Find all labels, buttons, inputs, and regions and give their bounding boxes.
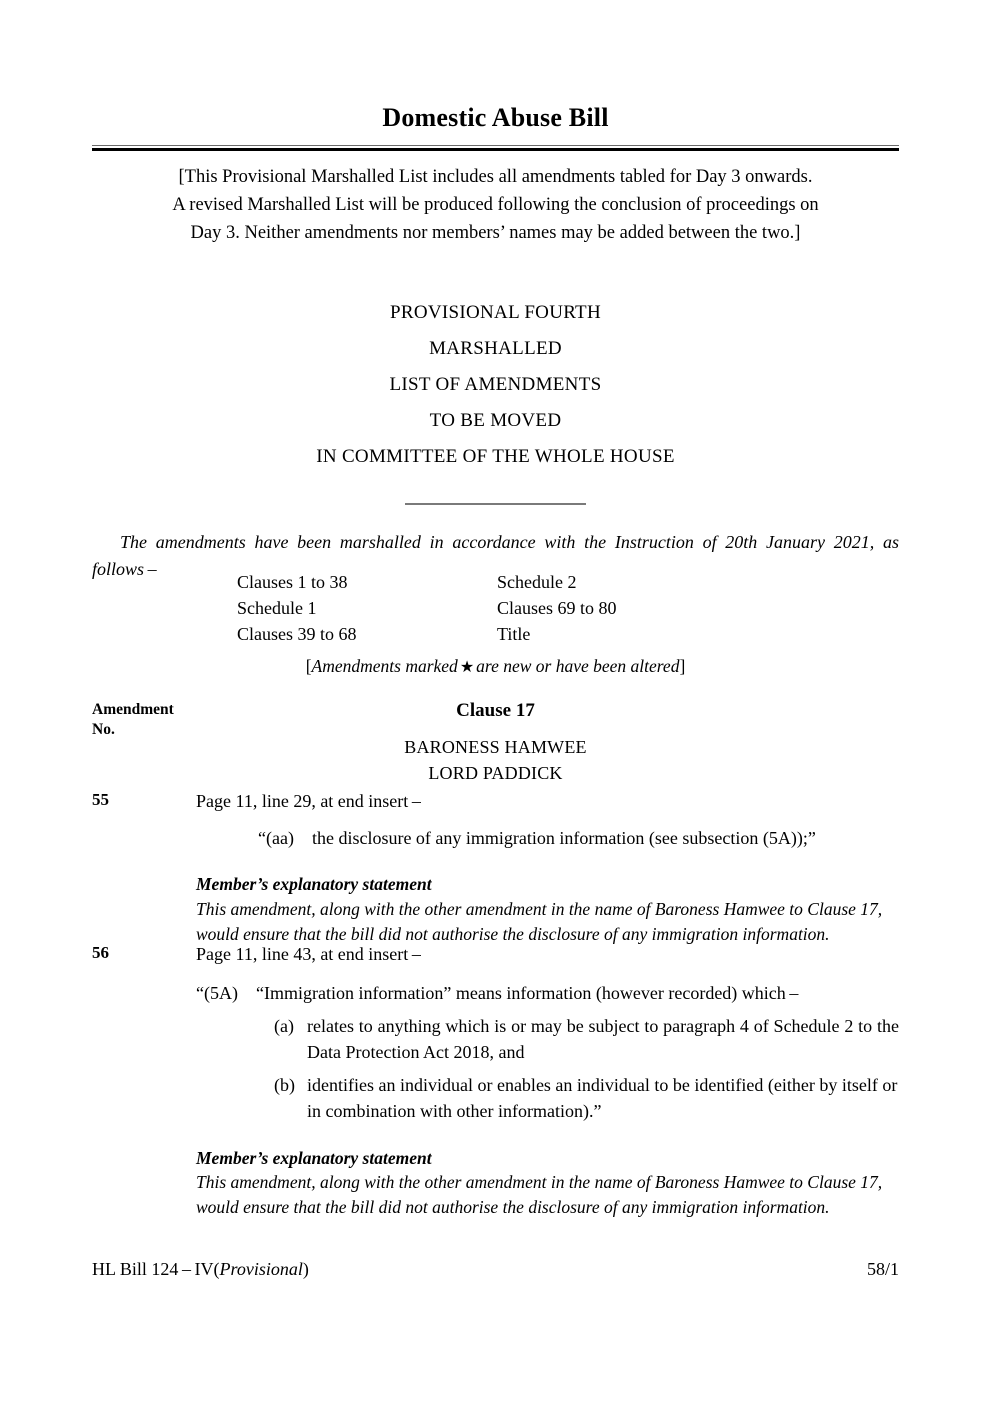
page-footer (92, 1258, 899, 1281)
heading-line-provisional-fourth: PROVISIONAL FOURTH (390, 302, 601, 323)
member-names-block (92, 735, 899, 786)
clause-schedule-list (237, 570, 757, 648)
explanatory-statement-body: This amendment, along with the other amendment in the name of Baroness Hamwee to Clause 17, would ensure that the bill did not authorise the disclosure of any immigration information. (196, 1172, 883, 1218)
sub-paragraph-marker: (b) (274, 1075, 295, 1096)
bill-reference-provisional: Provisional (219, 1259, 303, 1279)
bill-reference-prefix: HL Bill 124 – IV( (92, 1259, 220, 1279)
sub-paragraph-text: relates to anything which is or may be subject to paragraph 4 of Schedule 2 to the Data Protection Act 2018, and (307, 1016, 899, 1063)
explanatory-statement-heading: Member’s explanatory statement (196, 1147, 432, 1168)
document-heading-stack (92, 303, 899, 466)
star-note-close-bracket: ] (679, 656, 686, 676)
clause-list-cell: Clauses 39 to 68 (237, 623, 357, 644)
clause-list-cell: Schedule 2 (497, 572, 577, 592)
amendment-sub-paragraph-a (196, 1013, 899, 1065)
star-legend-note (92, 655, 899, 679)
amendment-number: 56 (92, 943, 109, 962)
star-icon: ★ (459, 659, 475, 676)
provisional-note-line-2: A revised Marshalled List will be produced following the conclusion of proceedings on (172, 195, 819, 216)
section-divider-rule (405, 503, 586, 505)
star-note-open-bracket: [ (305, 656, 312, 676)
amendment-lead-text: Page 11, line 43, at end insert – (196, 944, 421, 964)
page-title: Domestic Abuse Bill (382, 103, 609, 132)
amendment-body (196, 788, 899, 947)
clause-heading: Clause 17 (456, 700, 535, 721)
explanatory-statement (196, 873, 899, 946)
provisional-note (92, 163, 899, 247)
amendment-quoted-text: “(aa) the disclosure of any immigration information (see subsection (5A));” (258, 828, 816, 849)
heading-line-in-committee: IN COMMITTEE OF THE WHOLE HOUSE (316, 446, 675, 467)
title-rule-thick (92, 148, 899, 151)
heading-line-list-of-amendments: LIST OF AMENDMENTS (389, 374, 602, 395)
instruction-paragraph: The amendments have been marshalled in accordance with the Instruction of 20th January 2021, as follows – (92, 532, 899, 580)
title-double-rule (92, 145, 899, 151)
amendment-body (196, 941, 899, 1220)
clause-list-row (237, 596, 757, 622)
amendment-lead-text: Page 11, line 29, at end insert – (196, 791, 421, 811)
heading-line-to-be-moved: TO BE MOVED (429, 410, 562, 431)
bill-reference-suffix: ) (302, 1259, 309, 1279)
star-note-text-after: are new or have been altered (476, 656, 680, 676)
amendment-number: 55 (92, 790, 109, 809)
member-name-baroness-hamwee: BARONESS HAMWEE (404, 737, 587, 757)
clause-list-cell: Clauses 69 to 80 (497, 597, 617, 618)
heading-line-marshalled: MARSHALLED (429, 338, 562, 359)
sub-paragraph-marker: (a) (274, 1016, 294, 1037)
clause-list-cell: Title (497, 623, 531, 644)
clause-list-row (237, 570, 757, 596)
amendment-col-header-line-1: Amendment (92, 701, 174, 718)
explanatory-statement-body: This amendment, along with the other amendment in the name of Baroness Hamwee to Clause 17, would ensure that the bill did not authorise the disclosure of any immigration information. (196, 898, 883, 944)
amendment-entry-55 (92, 788, 899, 947)
clause-list-cell: Schedule 1 (237, 597, 317, 618)
page-number: 58/1 (866, 1259, 899, 1279)
provisional-note-line-1: [This Provisional Marshalled List includes all amendments tabled for Day 3 onwards. (178, 167, 813, 187)
amendment-sub-paragraph-b (196, 1072, 899, 1124)
provisional-note-line-3: Day 3. Neither amendments nor members’ names may be added between the two.] (190, 223, 801, 244)
explanatory-statement (196, 1147, 899, 1220)
bill-reference (92, 1258, 309, 1281)
sub-paragraph-text: identifies an individual or enables an individual to be identified (either by itself or in combination with other information).” (307, 1075, 898, 1122)
amendment-definition-line: “(5A) “Immigration information” means information (however recorded) which – (196, 983, 799, 1004)
clause-list-row (237, 622, 757, 648)
amendment-entry-56 (92, 941, 899, 1220)
star-note-text-before: Amendments marked (311, 656, 458, 676)
clause-list-cell: Clauses 1 to 38 (237, 572, 348, 592)
member-name-lord-paddick: LORD PADDICK (428, 762, 563, 783)
explanatory-statement-heading: Member’s explanatory statement (196, 874, 432, 895)
amendment-col-header-line-2: No. (92, 721, 115, 739)
